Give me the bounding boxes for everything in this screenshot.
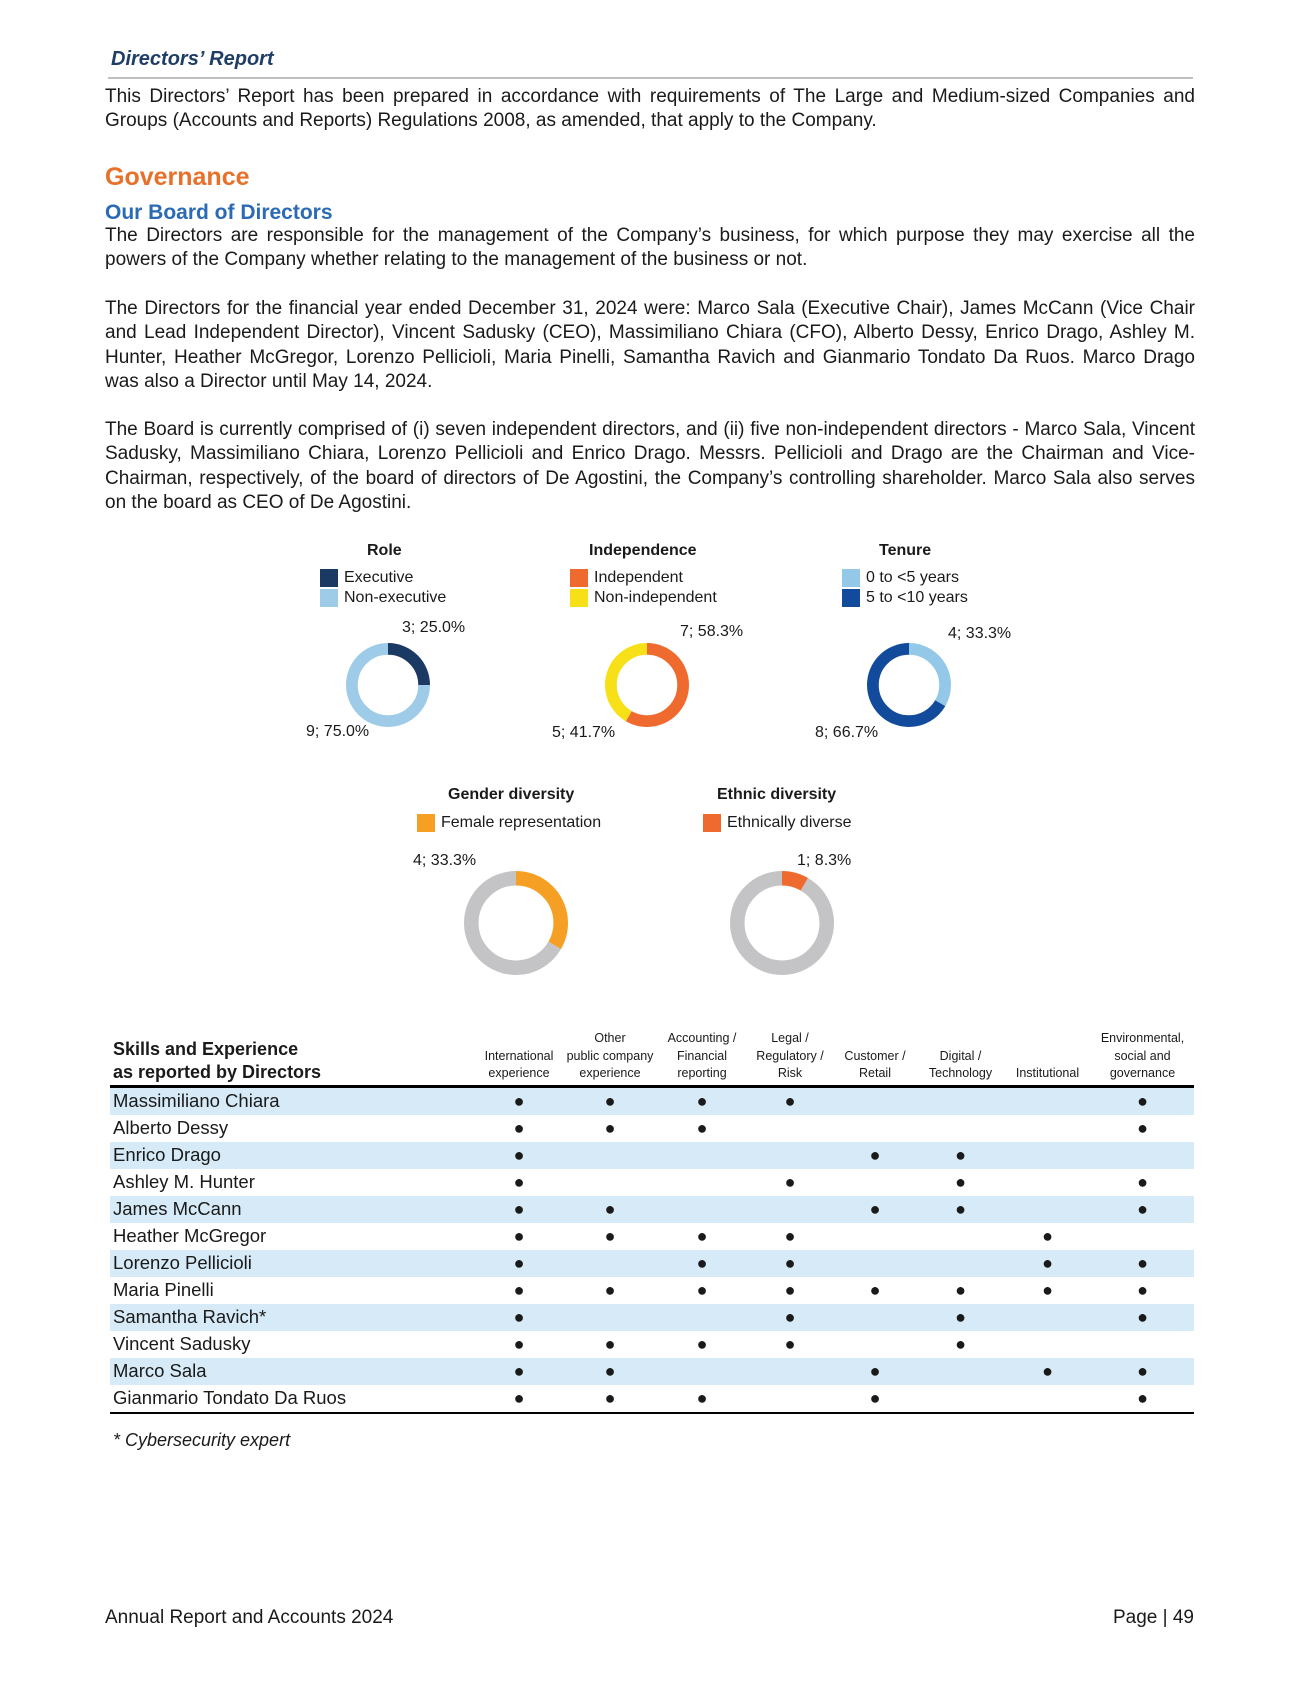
legend-label: 0 to <5 years bbox=[866, 569, 959, 586]
skill-mark bbox=[833, 1250, 917, 1277]
skill-mark: ● bbox=[917, 1304, 1004, 1331]
table-footnote: * Cybersecurity expert bbox=[113, 1430, 291, 1450]
director-name: Massimiliano Chiara bbox=[110, 1086, 475, 1115]
director-name: Heather McGregor bbox=[113, 1225, 267, 1246]
director-name: Gianmario Tondato Da Ruos bbox=[110, 1385, 475, 1413]
table-row bbox=[110, 1223, 1194, 1250]
skill-mark: ● bbox=[784, 1171, 796, 1192]
column-header-line: Customer / bbox=[844, 1048, 906, 1063]
skill-mark: ● bbox=[657, 1385, 747, 1413]
chart-title: Independence bbox=[589, 542, 697, 559]
data-label: 9; 75.0% bbox=[306, 723, 370, 740]
independence-donut bbox=[605, 643, 689, 727]
director-name: Vincent Sadusky bbox=[113, 1333, 251, 1354]
column-header-line: Retail bbox=[859, 1066, 891, 1080]
skill-mark bbox=[563, 1250, 657, 1277]
legend-item bbox=[570, 569, 683, 587]
table-title-line: as reported by Directors bbox=[113, 1061, 322, 1082]
column-header-line: social and bbox=[1114, 1048, 1171, 1063]
skill-mark bbox=[747, 1385, 833, 1413]
skill-mark: ● bbox=[1042, 1225, 1053, 1246]
skill-mark: ● bbox=[696, 1117, 708, 1138]
skill-mark bbox=[1091, 1142, 1194, 1169]
skill-mark: ● bbox=[513, 1117, 525, 1138]
skill-mark: ● bbox=[513, 1171, 525, 1192]
skill-mark: ● bbox=[869, 1279, 881, 1300]
skill-mark bbox=[917, 1223, 1004, 1250]
skill-mark: ● bbox=[696, 1225, 708, 1246]
skill-mark: ● bbox=[955, 1333, 966, 1354]
data-label: 4; 33.3% bbox=[413, 852, 477, 869]
skill-mark: ● bbox=[563, 1086, 657, 1115]
tenure-donut bbox=[867, 643, 951, 727]
skill-mark bbox=[563, 1169, 657, 1196]
skill-mark bbox=[563, 1142, 657, 1169]
legend-swatch bbox=[320, 589, 338, 607]
skill-mark bbox=[657, 1304, 747, 1331]
skill-mark bbox=[1004, 1086, 1091, 1115]
column-header bbox=[1004, 1030, 1091, 1086]
footer-report-title: Annual Report and Accounts 2024 bbox=[105, 1607, 394, 1628]
skills-experience-table bbox=[110, 1030, 1194, 1414]
skill-mark: ● bbox=[604, 1279, 616, 1300]
ethnic-diversity-donut bbox=[730, 871, 834, 975]
skill-mark bbox=[657, 1169, 747, 1196]
skill-mark bbox=[1091, 1331, 1194, 1358]
subsection-title-board: Our Board of Directors bbox=[105, 201, 333, 224]
table-row bbox=[110, 1086, 1194, 1115]
data-label: 8; 66.7% bbox=[815, 724, 879, 741]
skill-mark: ● bbox=[475, 1142, 563, 1169]
skill-mark bbox=[833, 1115, 917, 1142]
data-label: 7; 58.3% bbox=[680, 623, 744, 640]
legend-label: Non-executive bbox=[344, 589, 447, 606]
column-header-line: public company bbox=[566, 1048, 654, 1063]
column-header bbox=[833, 1030, 917, 1086]
column-header-line: Financial bbox=[676, 1048, 728, 1063]
skill-mark bbox=[1004, 1304, 1091, 1331]
skill-mark: ● bbox=[1091, 1196, 1194, 1223]
data-label: 4; 33.3% bbox=[948, 625, 1012, 642]
column-header bbox=[747, 1030, 833, 1086]
board-paragraph-2: The Directors for the financial year ended December 31, 2024 were: Marco Sala (Executive Chair), James McCann (Vice Chair and Lead Independent Director), Vincent Sadusky (CEO), Massimiliano Chiara (CFO), Alberto Dessy, Enrico Drago, Ashley M. Hunter, Heather McGregor, Lorenzo Pellicioli, Maria Pinelli, Samantha Ravich and Gianmario Tondato Da Ruos. Marco Drago was also a Director until May 14, 2024. bbox=[105, 298, 1195, 392]
director-name: James McCann bbox=[110, 1196, 475, 1223]
skill-mark bbox=[657, 1358, 747, 1385]
legend-item bbox=[703, 814, 852, 832]
skill-mark: ● bbox=[917, 1142, 1004, 1169]
director-name: Maria Pinelli bbox=[113, 1279, 214, 1300]
skills-table-body bbox=[110, 1086, 1194, 1413]
skill-mark bbox=[1004, 1115, 1091, 1142]
skill-mark: ● bbox=[604, 1117, 616, 1138]
skill-mark bbox=[1004, 1196, 1091, 1223]
skill-mark: ● bbox=[475, 1304, 563, 1331]
skill-mark: ● bbox=[1137, 1117, 1148, 1138]
donut-slice bbox=[737, 878, 826, 967]
chart-title: Ethnic diversity bbox=[717, 786, 837, 803]
column-header-line: Environmental, bbox=[1100, 1031, 1185, 1045]
skill-mark: ● bbox=[833, 1142, 917, 1169]
column-header-line: Digital / bbox=[939, 1048, 982, 1063]
skill-mark: ● bbox=[604, 1333, 616, 1354]
skill-mark: ● bbox=[657, 1086, 747, 1115]
column-header-line: reporting bbox=[677, 1066, 727, 1080]
skill-mark bbox=[917, 1358, 1004, 1385]
skill-mark: ● bbox=[747, 1086, 833, 1115]
table-row bbox=[110, 1169, 1194, 1196]
skill-mark: ● bbox=[513, 1225, 525, 1246]
skill-mark bbox=[833, 1304, 917, 1331]
table-row bbox=[110, 1331, 1194, 1358]
table-row bbox=[110, 1142, 1194, 1169]
column-header bbox=[563, 1030, 657, 1086]
skill-mark: ● bbox=[955, 1171, 966, 1192]
skill-mark bbox=[747, 1358, 833, 1385]
skill-mark bbox=[833, 1086, 917, 1115]
skill-mark bbox=[657, 1142, 747, 1169]
skill-mark bbox=[1004, 1331, 1091, 1358]
director-name: Alberto Dessy bbox=[113, 1117, 229, 1138]
data-label: 3; 25.0% bbox=[402, 619, 466, 636]
skill-mark: ● bbox=[1091, 1358, 1194, 1385]
skill-mark bbox=[747, 1115, 833, 1142]
skill-mark: ● bbox=[1091, 1304, 1194, 1331]
legend-swatch bbox=[320, 569, 338, 587]
legend-label: Female representation bbox=[441, 814, 602, 831]
data-label: 5; 41.7% bbox=[552, 724, 616, 741]
skill-mark: ● bbox=[955, 1279, 966, 1300]
table-row bbox=[110, 1115, 1194, 1142]
board-paragraph-3: The Board is currently comprised of (i) seven independent directors, and (ii) five non-independent directors - Marco Sala, Vincent Sadusky, Massimiliano Chiara, Lorenzo Pellicioli and Enrico Drago. Messrs. Pellicioli and Drago are the Chairman and Vice-Chairman, respectively, of the board of directors of De Agostini, the Company’s controlling shareholder. Marco Sala also serves on the board as CEO of De Agostini. bbox=[105, 419, 1195, 513]
legend-swatch bbox=[842, 569, 860, 587]
column-header-line: Regulatory / bbox=[756, 1048, 824, 1063]
skill-mark bbox=[917, 1086, 1004, 1115]
section-title-governance: Governance bbox=[105, 163, 250, 191]
skill-mark bbox=[563, 1304, 657, 1331]
skill-mark: ● bbox=[513, 1333, 525, 1354]
column-header-line: International bbox=[484, 1048, 554, 1063]
skill-mark: ● bbox=[1091, 1385, 1194, 1413]
report-header-title: Directors’ Report bbox=[111, 48, 274, 70]
legend-label: Non-independent bbox=[594, 589, 717, 606]
skill-mark bbox=[1004, 1385, 1091, 1413]
column-header-line: Other bbox=[594, 1031, 626, 1045]
table-row bbox=[110, 1196, 1194, 1223]
legend-item bbox=[320, 569, 413, 587]
director-name: Marco Sala bbox=[110, 1358, 475, 1385]
legend-label: Independent bbox=[594, 569, 683, 586]
skill-mark: ● bbox=[696, 1333, 708, 1354]
skill-mark: ● bbox=[604, 1225, 616, 1246]
chart-title: Tenure bbox=[879, 542, 932, 559]
chart-title: Role bbox=[367, 542, 402, 559]
skill-mark: ● bbox=[1091, 1250, 1194, 1277]
skill-mark: ● bbox=[1004, 1358, 1091, 1385]
footer-page-number: Page | 49 bbox=[1112, 1607, 1194, 1628]
skill-mark: ● bbox=[784, 1225, 796, 1246]
skill-mark bbox=[917, 1385, 1004, 1413]
column-header-line: Accounting / bbox=[667, 1031, 737, 1045]
skill-mark: ● bbox=[1042, 1279, 1053, 1300]
column-header-line: experience bbox=[579, 1066, 641, 1080]
skill-mark: ● bbox=[833, 1358, 917, 1385]
legend-item bbox=[570, 589, 717, 607]
skill-mark: ● bbox=[696, 1279, 708, 1300]
column-header-line: governance bbox=[1109, 1066, 1176, 1080]
table-title bbox=[110, 1030, 475, 1086]
skill-mark: ● bbox=[563, 1196, 657, 1223]
skill-mark: ● bbox=[1137, 1279, 1148, 1300]
column-header bbox=[917, 1030, 1004, 1086]
skill-mark: ● bbox=[475, 1358, 563, 1385]
table-row bbox=[110, 1358, 1194, 1385]
skill-mark: ● bbox=[475, 1196, 563, 1223]
board-paragraph-1: The Directors are responsible for the management of the Company’s business, for which purpose they may exercise all the powers of the Company whether relating to the management of the business or not. bbox=[105, 225, 1195, 271]
table-row bbox=[110, 1277, 1194, 1304]
skill-mark bbox=[747, 1196, 833, 1223]
table-row bbox=[110, 1304, 1194, 1331]
director-name: Lorenzo Pellicioli bbox=[110, 1250, 475, 1277]
column-header bbox=[657, 1030, 747, 1086]
column-header-line: Technology bbox=[928, 1066, 993, 1080]
skill-mark bbox=[1004, 1142, 1091, 1169]
skill-mark: ● bbox=[475, 1250, 563, 1277]
legend-item bbox=[842, 569, 959, 587]
column-header-line: Risk bbox=[777, 1066, 803, 1080]
skill-mark: ● bbox=[657, 1250, 747, 1277]
skill-mark bbox=[833, 1169, 917, 1196]
skill-mark bbox=[747, 1142, 833, 1169]
legend-item bbox=[320, 589, 446, 607]
column-header-line: experience bbox=[488, 1066, 550, 1080]
legend-swatch bbox=[842, 589, 860, 607]
legend-item bbox=[417, 814, 601, 832]
skill-mark: ● bbox=[917, 1196, 1004, 1223]
table-header-row bbox=[110, 1030, 1194, 1086]
skill-mark bbox=[917, 1115, 1004, 1142]
skill-mark: ● bbox=[833, 1196, 917, 1223]
skill-mark: ● bbox=[833, 1385, 917, 1413]
legend-swatch bbox=[570, 569, 588, 587]
skill-mark bbox=[657, 1196, 747, 1223]
skill-mark bbox=[833, 1223, 917, 1250]
column-header bbox=[1091, 1030, 1194, 1086]
skill-mark: ● bbox=[747, 1304, 833, 1331]
skill-mark: ● bbox=[563, 1358, 657, 1385]
director-name: Ashley M. Hunter bbox=[113, 1171, 255, 1192]
data-label: 1; 8.3% bbox=[797, 852, 852, 869]
role-donut bbox=[346, 643, 430, 727]
skill-mark: ● bbox=[747, 1250, 833, 1277]
skill-mark: ● bbox=[513, 1279, 525, 1300]
director-name: Samantha Ravich* bbox=[110, 1304, 475, 1331]
skill-mark: ● bbox=[1137, 1171, 1148, 1192]
legend-swatch bbox=[417, 814, 435, 832]
chart-title: Gender diversity bbox=[448, 786, 575, 803]
table-row bbox=[110, 1250, 1194, 1277]
legend-item bbox=[842, 589, 968, 607]
column-header-line: Legal / bbox=[771, 1031, 809, 1045]
legend-label: Executive bbox=[344, 569, 414, 586]
skill-mark: ● bbox=[475, 1086, 563, 1115]
intro-paragraph: This Directors’ Report has been prepared in accordance with requirements of The Large and Medium-sized Companies and Groups (Accounts and Reports) Regulations 2008, as amended, that apply to the Company. bbox=[105, 86, 1195, 132]
header-divider bbox=[108, 77, 1193, 79]
skill-mark: ● bbox=[1004, 1250, 1091, 1277]
table-row bbox=[110, 1385, 1194, 1413]
table-title-line: Skills and Experience bbox=[113, 1038, 299, 1059]
skill-mark bbox=[917, 1250, 1004, 1277]
skill-mark bbox=[1004, 1169, 1091, 1196]
skill-mark: ● bbox=[475, 1385, 563, 1413]
legend-swatch bbox=[570, 589, 588, 607]
skill-mark bbox=[833, 1331, 917, 1358]
legend-label: 5 to <10 years bbox=[866, 589, 968, 606]
legend-swatch bbox=[703, 814, 721, 832]
column-header bbox=[475, 1030, 563, 1086]
skill-mark: ● bbox=[563, 1385, 657, 1413]
legend-label: Ethnically diverse bbox=[727, 814, 852, 831]
skill-mark: ● bbox=[1091, 1086, 1194, 1115]
skill-mark: ● bbox=[784, 1279, 796, 1300]
director-name: Enrico Drago bbox=[110, 1142, 475, 1169]
column-header-line: Institutional bbox=[1015, 1066, 1080, 1080]
gender-diversity-donut bbox=[464, 871, 568, 975]
skill-mark: ● bbox=[784, 1333, 796, 1354]
skill-mark bbox=[1091, 1223, 1194, 1250]
